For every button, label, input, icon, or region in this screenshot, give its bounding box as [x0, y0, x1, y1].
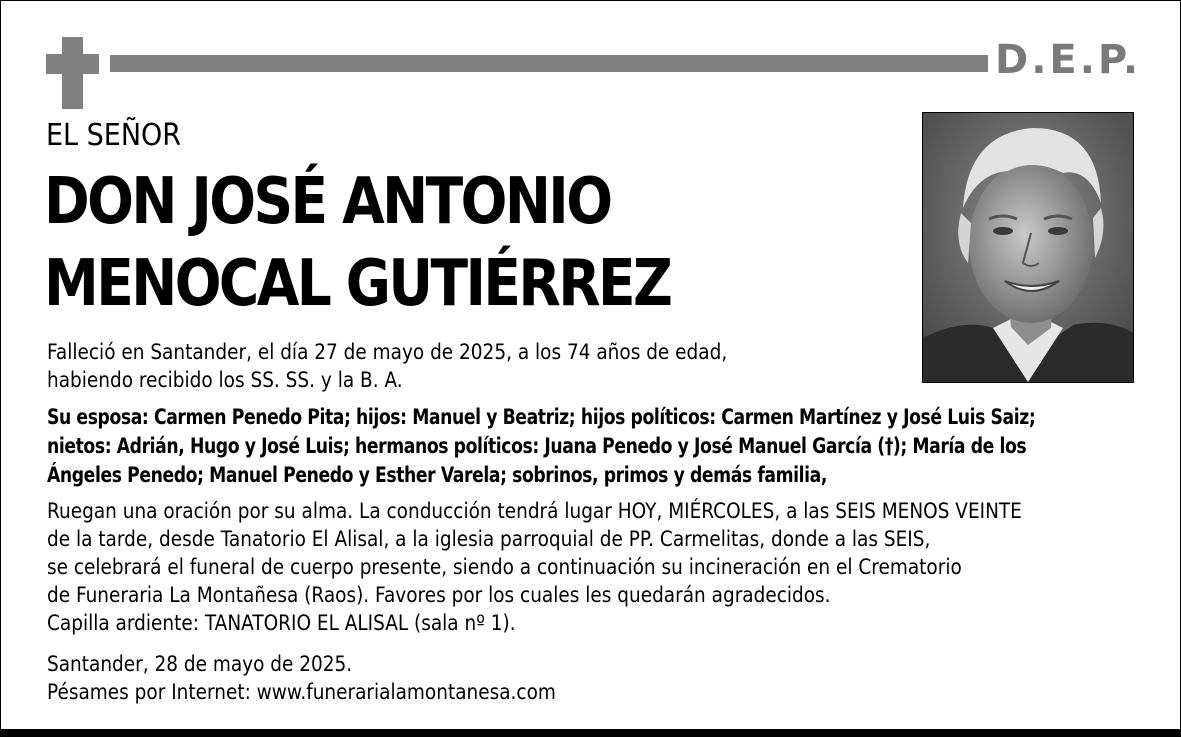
place-date: Santander, 28 de mayo de 2025. [47, 652, 353, 676]
death-notice-line-2: habiendo recibido los SS. SS. y la B. A. [47, 368, 403, 392]
service-line-3: se celebrará el funeral de cuerpo presente, siendo a continuación su incineración en el Crematorio [47, 555, 962, 579]
condolences-website: Pésames por Internet: www.funerarialamontanesa.com [47, 680, 556, 704]
dep-label: D.E.P. [995, 37, 1142, 83]
service-line-4: de Funeraria La Montañesa (Raos). Favores por los cuales les quedarán agradecidos. [47, 583, 831, 607]
service-line-1: Ruegan una oración por su alma. La conducción tendrá lugar HOY, MIÉRCOLES, a las SEIS MENOS VEINTE [47, 499, 1022, 523]
bottom-rule [0, 729, 1181, 737]
service-line-2: de la tarde, desde Tanatorio El Alisal, a la iglesia parroquial de PP. Carmelitas, donde a las SEIS, [47, 527, 931, 551]
deceased-name-line-2: MENOCAL GUTIÉRREZ [44, 247, 671, 321]
family-line-1: Su esposa: Carmen Penedo Pita; hijos: Manuel y Beatriz; hijos políticos: Carmen Martínez y José Luis Saiz; [47, 405, 1036, 429]
deceased-name-line-1: DON JOSÉ ANTONIO [44, 165, 611, 239]
death-notice-line-1: Falleció en Santander, el día 27 de mayo de 2025, a los 74 años de edad, [47, 340, 728, 364]
family-line-2: nietos: Adrián, Hugo y José Luis; hermanos políticos: Juana Penedo y José Manuel García (†); María de los [47, 434, 1027, 458]
chapel-line: Capilla ardiente: TANATORIO EL ALISAL (sala nº 1). [47, 611, 516, 635]
header-rule [110, 55, 988, 72]
portrait-photo [922, 112, 1134, 383]
honorific: EL SEÑOR [46, 118, 182, 153]
family-line-3: Ángeles Penedo; Manuel Penedo y Esther Varela; sobrinos, primos y demás familia, [47, 463, 827, 487]
